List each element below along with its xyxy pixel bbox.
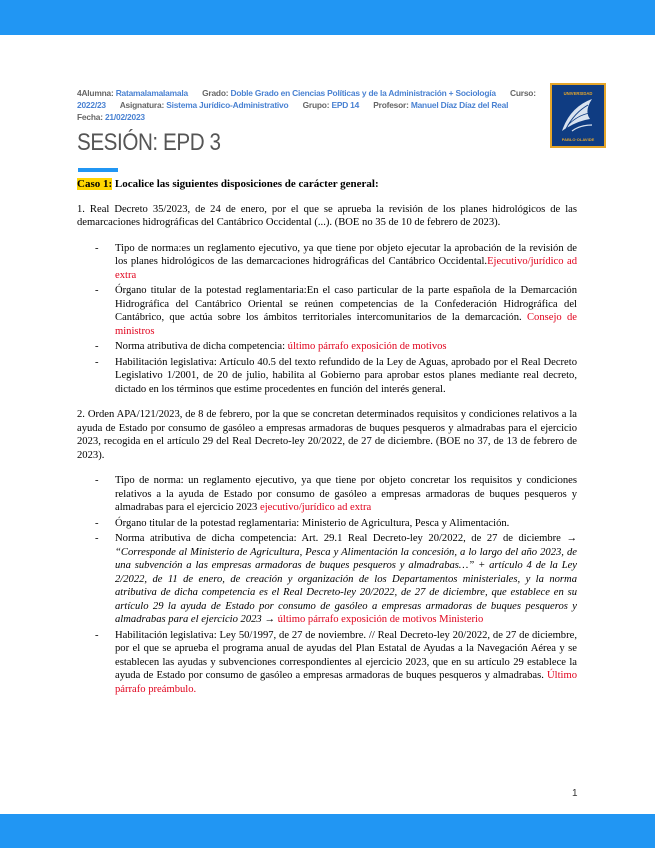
list-item: - Tipo de norma: un reglamento ejecutivo, ya que tiene por objeto concretar los requisitos y condiciones relativos a la ayuda de Estado por consumo de gasóleo a empresas armadoras de buques pesqueros y almadrabas para el ejercicio 2023 ejecutivo/jurídico ad extra bbox=[115, 474, 577, 515]
annotation-red: ejecutivo/jurídico ad extra bbox=[260, 502, 372, 513]
university-logo bbox=[550, 83, 606, 148]
annotation-red: Último párrafo preámbulo. bbox=[115, 670, 577, 695]
title-underline bbox=[78, 168, 118, 172]
list-item: - Tipo de norma:es un reglamento ejecutivo, ya que tiene por objeto ejecutar la aprobación de la revisión de los planes hidrológicos de las demarcaciones hidrográficas del Cantábrico Occidental.Ejecutivo/jurídico ad extra bbox=[115, 242, 577, 283]
curso-label: Curso: bbox=[510, 88, 536, 98]
asignatura-value: Sistema Jurídico-Administrativo bbox=[166, 100, 289, 110]
bottom-color-band bbox=[0, 814, 655, 848]
grupo-label: Grupo: bbox=[302, 100, 330, 110]
page-number: 1 bbox=[572, 788, 578, 799]
top-color-band bbox=[0, 0, 655, 35]
grupo-value: EPD 14 bbox=[331, 100, 360, 110]
fecha-label: Fecha: bbox=[77, 112, 103, 122]
page-title: SESIÓN: EPD 3 bbox=[77, 129, 221, 156]
quoted-text: “Corresponde al Ministerio de Agricultura, Pesca y Alimentación la concesión, a lo largo del año 2023, de una subvención a las empresas armadoras de buques pesqueros y almadrabas…” + artículo 4 de la Ley 2/2022, de 11 de enero, de creación y organización de los Departamentos ministeriales, y la norma atributiva de dicha competencia es el Real Decreto-ley 20/2022, de 27 de diciembre, que establece en su artículo 29 la ayuda de Estado por consumo de gasóleo a empresas armadoras de buques pesqueros y almadrabas para el ejercicio 2023 → bbox=[115, 546, 577, 625]
fecha-value: 21/02/2023 bbox=[104, 112, 145, 122]
annotation-red: Consejo de ministros bbox=[115, 312, 577, 337]
list-item: - Órgano titular de la potestad reglamentaria: Ministerio de Agricultura, Pesca y Alimentación. bbox=[115, 517, 577, 531]
alumna-label: 4Alumna: bbox=[77, 88, 114, 98]
asignatura-label: Asignatura: bbox=[119, 100, 165, 110]
list-item: - Norma atributiva de dicha competencia: último párrafo exposición de motivos bbox=[115, 340, 577, 354]
university-seal-icon bbox=[552, 85, 604, 146]
list-item: - Órgano titular de la potestad reglamentaria:En el caso particular de la parte española de la Demarcación Hidrográfica del Cantábrico Oriental se reúnen competencias de la Confederación Hidrográfica del Cantábrico, que actúa sobre los ámbitos territoriales intercomunitarios de la demarcación. Consejo de ministros bbox=[115, 284, 577, 338]
list-item: - Habilitación legislativa: Artículo 40.5 del texto refundido de la Ley de Aguas, aprobado por el Real Decreto Legislativo 1/2001, de 20 de julio, habilita al Gobierno para aprobar estos planes mediante real decreto, dictado en los términos que estime procedentes en función del interés general. bbox=[115, 356, 577, 397]
item2-heading: 2. Orden APA/121/2023, de 8 de febrero, por la que se concretan determinados requisitos y condiciones relativos a la ayuda de Estado por consumo de gasóleo a empresas armadoras de buques pesqueros y almadrabas para el ejercicio 2023, recogida en el artículo 29 del Real Decreto-ley 20/2022, de 27 de diciembre. (BOE no 37, de 13 de febrero de 2023). bbox=[77, 409, 577, 461]
profesor-label: Profesor: bbox=[373, 100, 409, 110]
annotation-red: último párrafo exposición de motivos Ministerio bbox=[277, 614, 484, 625]
document-header bbox=[77, 87, 537, 123]
item1-list bbox=[77, 242, 577, 397]
curso-value: 2022/23 bbox=[77, 100, 106, 110]
grado-label: Grado: bbox=[202, 88, 229, 98]
document-body bbox=[77, 178, 577, 708]
list-item: - Norma atributiva de dicha competencia: Art. 29.1 Real Decreto-ley 20/2022, de 27 de diciembre → “Corresponde al Ministerio de Agricultura, Pesca y Alimentación la concesión, a lo largo del año 2023, de una subvención a las empresas armadoras de buques pesqueros y almadrabas…” + artículo 4 de la Ley 2/2022, de 11 de enero, de creación y organización de los Departamentos ministeriales, y la norma atributiva de dicha competencia es el Real Decreto-ley 20/2022, de 27 de diciembre, que establece en su artículo 29 la ayuda de Estado por consumo de gasóleo a empresas armadoras de buques pesqueros y almadrabas para el ejercicio 2023 → último párrafo exposición de motivos Ministerio bbox=[115, 532, 577, 627]
case-text: Localice las siguientes disposiciones de carácter general: bbox=[112, 178, 379, 190]
logo-top-text: UNIVERSIDAD bbox=[563, 91, 593, 96]
item2-list bbox=[77, 474, 577, 696]
item1-heading: 1. Real Decreto 35/2023, de 24 de enero, por el que se aprueba la revisión de los planes hidrológicos de las demarcaciones hidrográficas del Cantábrico Occidental (...). (BOE no 35 de 10 de febrero de 2023). bbox=[77, 203, 577, 228]
alumna-value: Ratamalamalamala bbox=[115, 88, 188, 98]
case-heading bbox=[77, 178, 577, 192]
grado-value: Doble Grado en Ciencias Políticas y de la Administración + Sociología bbox=[230, 88, 496, 98]
list-item: - Habilitación legislativa: Ley 50/1997, de 27 de noviembre. // Real Decreto-ley 20/2022, de 27 de diciembre, por el que se aprueba el programa anual de ayudas del Plan Estatal de Ayudas a la Navegación Aérea y se establecen las ayudas y subvenciones correspondientes al ejercicio 2023, que en su artículo 29 establece la ayuda de Estado por consumo de gasóleo a empresas armadoras de buques pesqueros y almadrabas. Último párrafo preámbulo. bbox=[115, 629, 577, 697]
annotation-red: último párrafo exposición de motivos bbox=[287, 341, 447, 352]
logo-bottom-text: PABLO·OLAVIDE bbox=[561, 137, 595, 142]
profesor-value: Manuel Díaz Díaz del Real bbox=[410, 100, 509, 110]
case-label: Caso 1: bbox=[77, 178, 113, 190]
annotation-red: Ejecutivo/jurídico ad extra bbox=[115, 256, 578, 281]
